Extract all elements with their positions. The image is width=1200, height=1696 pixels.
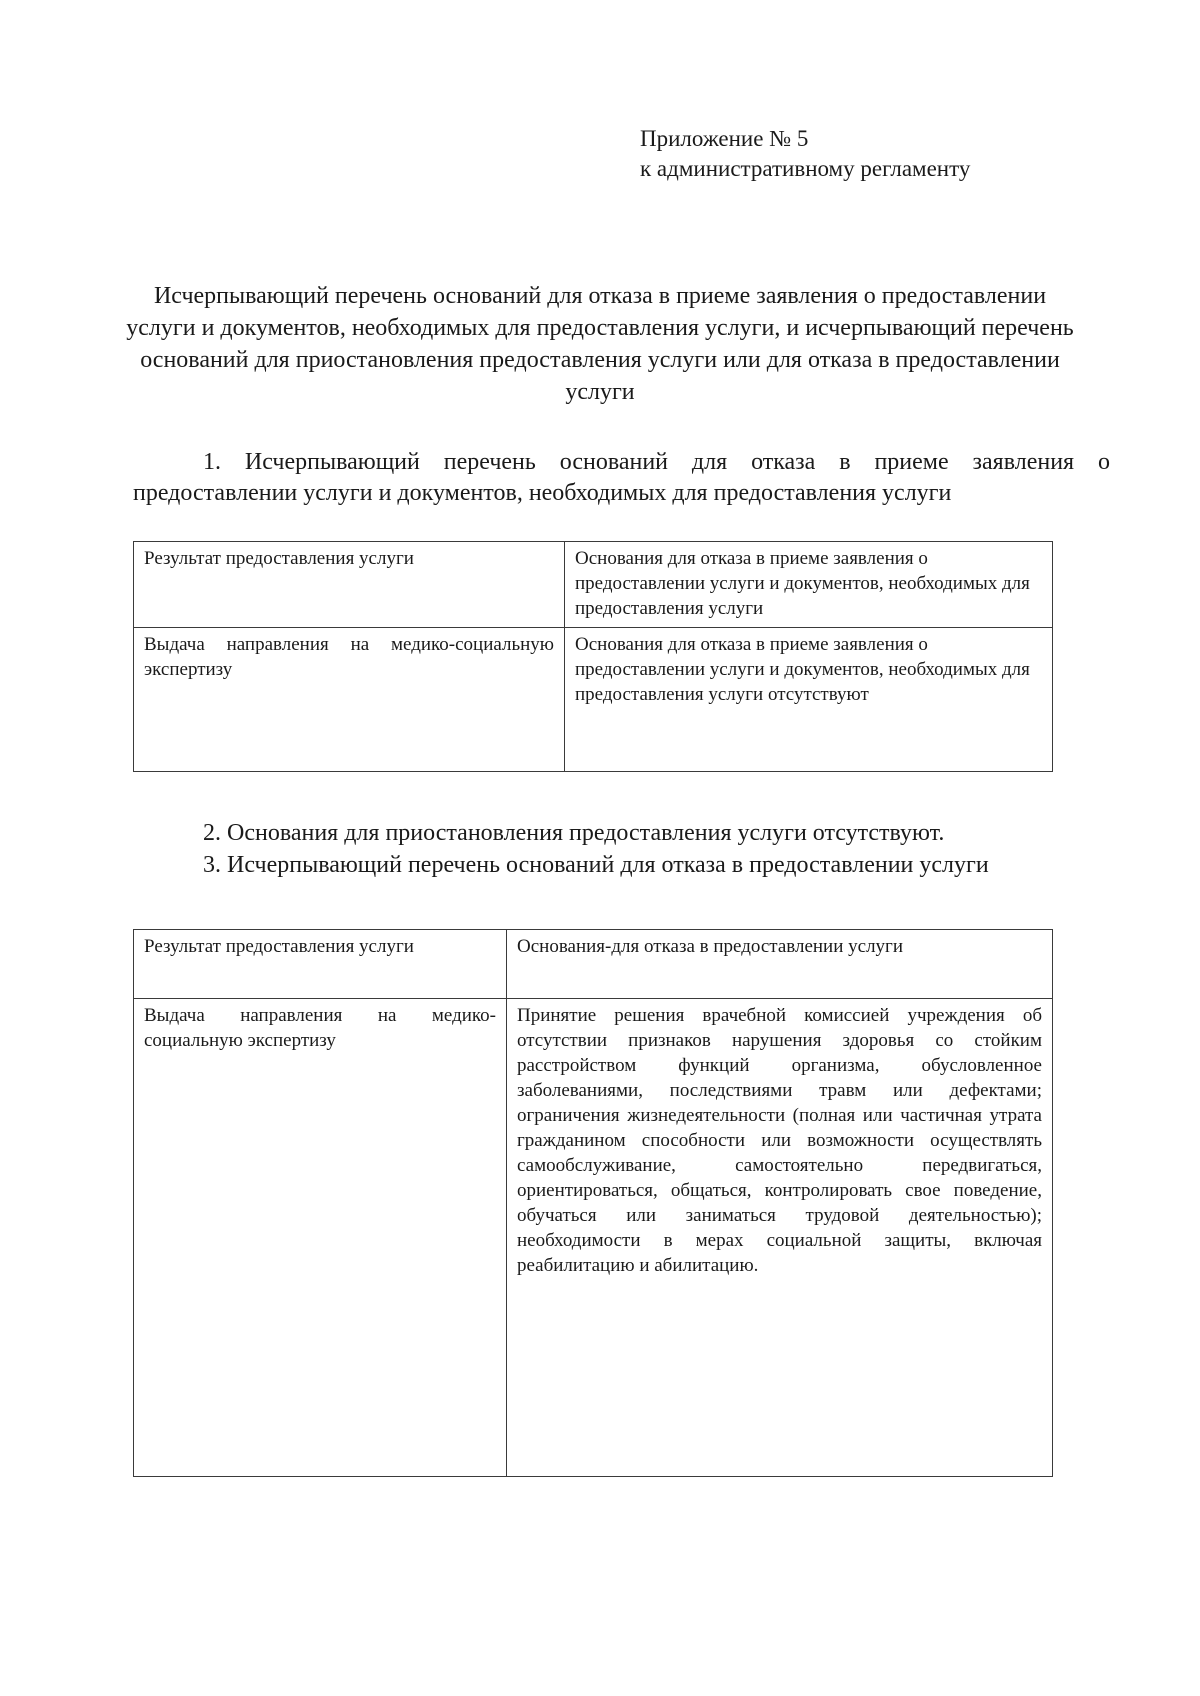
section-1-heading: 1. Исчерпывающий перечень оснований для отказа в приеме заявления о предоставлении услуги и документов, необходимых для предоставления услуги <box>133 449 1110 506</box>
appendix-label <box>640 124 970 184</box>
table-row <box>134 999 1053 1477</box>
appendix-number: Приложение № 5 <box>640 126 809 151</box>
header-cell-grounds: Основания-для отказа в предоставлении услуги <box>507 930 1053 999</box>
document-title: Исчерпывающий перечень оснований для отказа в приеме заявления о предоставлении услуги и документов, необходимых для предоставления услуги, и исчерпывающий перечень оснований для приостановления предоставления услуги или для отказа в предоставлении услуги <box>126 283 1074 405</box>
cell-grounds: Принятие решения врачебной комиссией учреждения об отсутствии признаков нарушения здоровья со стойким расстройством функций организма, обусловленное заболеваниями, последствиями травм или дефектами; ограничения жизнедеятельности (полная или частичная утрата гражданином способности или возможности осуществлять самообслуживание, самостоятельно передвигаться, ориентироваться, общаться, контролировать свое поведение, обучаться или заниматься трудовой деятельностью); необходимости в мерах социальной защиты, включая реабилитацию и абилитацию. <box>507 999 1053 1477</box>
header-cell-result: Результат предоставления услуги <box>134 930 507 999</box>
appendix-reference: к административному регламенту <box>640 156 971 181</box>
cell-result: Выдача направления на медико-социальную экспертизу <box>134 999 507 1477</box>
table-header-row <box>134 542 1053 628</box>
refusal-of-acceptance-table <box>133 541 1053 772</box>
table-header-row <box>134 930 1053 999</box>
section-2-text: 2. Основания для приостановления предоставления услуги отсутствуют. <box>203 820 945 846</box>
table-row <box>134 628 1053 772</box>
header-cell-result: Результат предоставления услуги <box>134 542 565 628</box>
section-3-heading: 3. Исчерпывающий перечень оснований для отказа в предоставлении услуги <box>203 852 989 878</box>
refusal-of-service-table <box>133 929 1053 1477</box>
cell-result: Выдача направления на медико-социальную экспертизу <box>134 628 565 772</box>
header-cell-grounds: Основания для отказа в приеме заявления о предоставлении услуги и документов, необходимых для предоставления услуги <box>565 542 1053 628</box>
cell-grounds: Основания для отказа в приеме заявления о предоставлении услуги и документов, необходимых для предоставления услуги отсутствуют <box>565 628 1053 772</box>
